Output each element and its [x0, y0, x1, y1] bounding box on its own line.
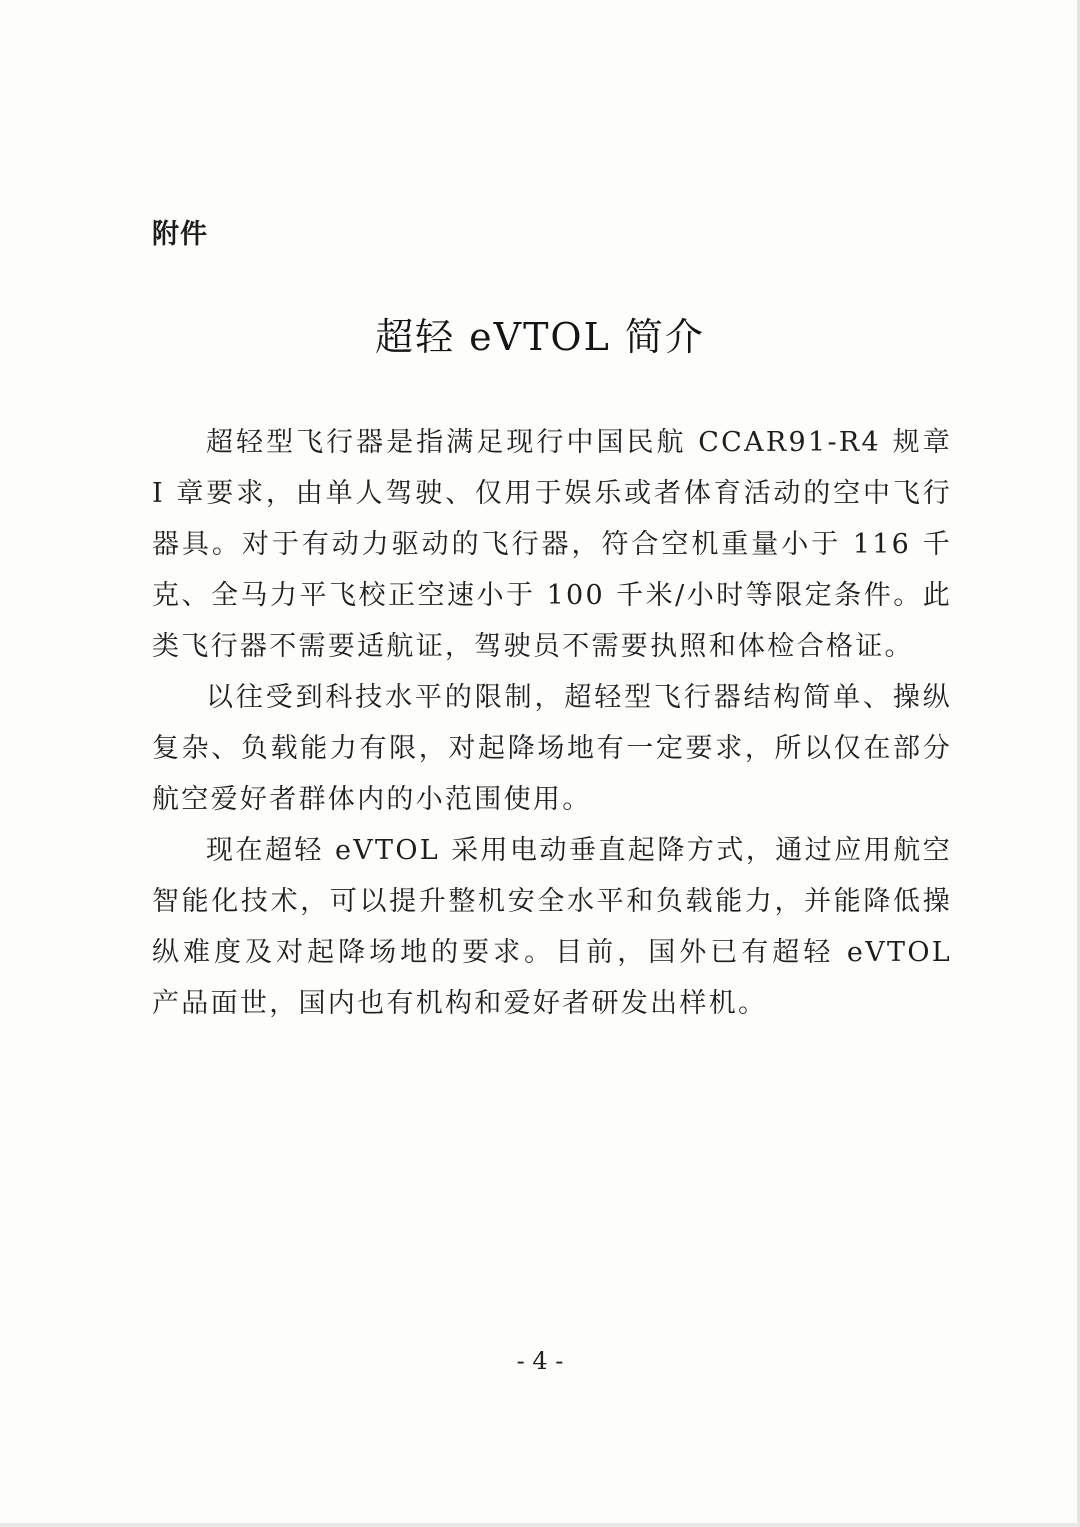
page-number: - 4 -: [516, 1347, 564, 1375]
body-paragraph: 超轻型飞行器是指满足现行中国民航 CCAR91-R4 规章 I 章要求，由单人驾驶、仅用于娱乐或者体育活动的空中飞行器具。对于有动力驱动的飞行器，符合空机重量小于 116 千克、全马力平飞校正空速小于 100 千米/小时等限定条件。此类飞行器不需要适航证，驾驶员不需要执照和体检合格证。: [152, 427, 952, 662]
body-paragraph: 以往受到科技水平的限制，超轻型飞行器结构简单、操纵复杂、负载能力有限，对起降场地有一定要求，所以仅在部分航空爱好者群体内的小范围使用。: [152, 682, 952, 815]
attachment-label: 附件: [152, 219, 208, 250]
document-body: [152, 417, 952, 1029]
scan-edge-bottom: [0, 1523, 1080, 1527]
body-paragraph: 现在超轻 eVTOL 采用电动垂直起降方式，通过应用航空智能化技术，可以提升整机安全水平和负载能力，并能降低操纵难度及对起降场地的要求。目前，国外已有超轻 eVTOL 产品面世，国内也有机构和爱好者研发出样机。: [152, 835, 952, 1019]
document-title: 超轻 eVTOL 简介: [375, 315, 705, 359]
